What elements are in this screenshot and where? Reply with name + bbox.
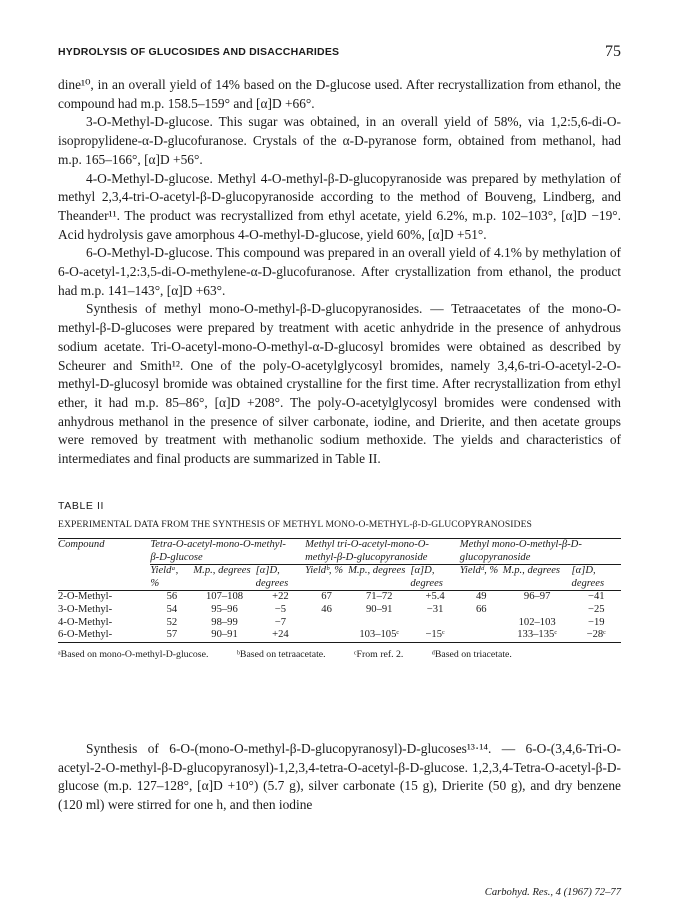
table-cell: −31 <box>426 603 444 615</box>
table-ii <box>58 500 621 661</box>
table-bottom-rule <box>58 642 621 643</box>
table-cell: 90–91 <box>365 603 393 615</box>
table-row <box>58 629 621 642</box>
table-cell: 67 <box>321 591 332 603</box>
column-subheader: Yieldᵃ, % <box>150 565 193 591</box>
table-cell: 54 <box>166 603 178 615</box>
table-cell: 102–103 <box>518 616 556 628</box>
paragraph: dine¹⁰, in an overall yield of 14% based on the D-glucose used. After recrystallization from ethanol, the compound had m.p. 158.5–159° and [α]D +66°. <box>58 77 621 111</box>
paragraph: 4-O-Methyl-D-glucose. Methyl 4-O-methyl-β-D-glucopyranoside was prepared by methylation of methyl 2,3,4-tri-O-acetyl-β-D-glucopyranoside according to the method of Bouveng, Lindberg, and Theander¹¹. The product was recrystallized from ethyl acetate, yield 6.2%, m.p. 102–103°, [α]D −19°. Acid hydrolysis gave amorphous 4-O-methyl-D-glucose, yield 60%, [α]D +51°. <box>58 170 621 242</box>
table-cell: 66 <box>475 603 487 615</box>
running-head <box>58 43 621 62</box>
compound-cell: 2-O-Methyl- <box>58 591 113 603</box>
table-cell <box>305 617 348 630</box>
table-cell: −25 <box>587 603 605 615</box>
table-cell: 52 <box>166 616 178 628</box>
paragraph: 6-O-Methyl-D-glucose. This compound was prepared in an overall yield of 4.1% by methylation of 6-O-acetyl-1,2:3,5-di-O-methylene-α-D-glucofuranose. After crystallization from ethanol, the product had m.p. 141–143°, [α]D +63°. <box>58 245 621 298</box>
footnote: ᵇBased on tetraacetate. <box>236 648 326 660</box>
table-cell <box>348 617 410 630</box>
table-cell: +24 <box>272 629 289 641</box>
table-cell: 95–96 <box>211 603 238 615</box>
paragraph: Synthesis of 6-O-(mono-O-methyl-β-D-glucopyranosyl)-D-glucoses¹³·¹⁴. — 6-O-(3,4,6-Tri-O-acetyl-2-O-methyl-β-D-glucopyranosyl)-1,2,3,4-tetra-O-acetyl-β-D-glucose. 1,2,3,4-Tetra-O-acetyl-β-D-glucose (m.p. 127–128°, [α]D +10°) (5.7 g), silver carbonate (15 g), Drierite (50 g), and dry benzene (120 ml) were stirred for one h, and then iodine <box>58 741 621 813</box>
table-cell: 49 <box>475 591 487 603</box>
table-cell: −5 <box>274 603 287 615</box>
column-subheader: M.p., degrees <box>503 565 572 591</box>
section-text <box>58 740 621 815</box>
table-cell: −28ᶜ <box>586 629 606 641</box>
table-footnotes <box>58 648 621 661</box>
table-cell: +5.4 <box>425 591 445 603</box>
table-row <box>58 604 621 617</box>
table-cell: 71–72 <box>365 591 393 603</box>
table-cell: 107–108 <box>205 591 244 603</box>
column-group-header: Methyl mono-O-methyl-β-D-glucopyranoside <box>459 539 582 563</box>
page-number: 75 <box>605 43 621 60</box>
table-cell: 90–91 <box>211 629 238 641</box>
table-cell: −41 <box>587 591 605 603</box>
table-cell: 133–135ᶜ <box>517 629 558 641</box>
table-cell: 96–97 <box>523 591 551 603</box>
compound-cell: 3-O-Methyl- <box>58 603 113 615</box>
table-cell: −7 <box>274 616 287 628</box>
table-cell <box>305 629 348 642</box>
table-row <box>58 591 621 604</box>
running-head-title: HYDROLYSIS OF GLUCOSIDES AND DISACCHARIDES <box>58 46 340 58</box>
column-header-compound: Compound <box>58 539 105 550</box>
column-subheader: [α]D, degrees <box>410 565 459 591</box>
table-cell: 103–105ᶜ <box>359 629 400 641</box>
table-cell <box>460 617 503 630</box>
table-cell: 56 <box>166 591 178 603</box>
table-row <box>58 617 621 630</box>
table-cell: 98–99 <box>211 616 238 628</box>
column-subheader: M.p., degrees <box>193 565 255 591</box>
column-group-header: Tetra-O-acetyl-mono-O-methyl-β-D-glucose <box>150 539 286 563</box>
table-label: TABLE II <box>58 500 105 512</box>
table-cell: −19 <box>587 616 605 628</box>
table-cell <box>410 617 459 630</box>
table-cell: −15ᶜ <box>425 629 445 641</box>
paragraph: 3-O-Methyl-D-glucose. This sugar was obtained, in an overall yield of 58%, via 1,2:5,6-di-O-isopropylidene-α-D-glucofuranose. Crystals of the α-D-pyranose form, obtained from methanol, had m.p. 165–166°, [α]D +56°. <box>58 114 621 167</box>
data-table <box>58 539 621 590</box>
table-cell <box>503 604 572 617</box>
paragraph: Synthesis of methyl mono-O-methyl-β-D-glucopyranosides. — Tetraacetates of the mono-O-methyl-β-D-glucoses were prepared by treatment with acetic anhydride in the presence of anhydrous sodium acetate. Tri-O-acetyl-mono-O-methyl-α-D-glucosyl bromides were obtained as described by Scheurer and Smith¹². One of the poly-O-acetylglycosyl bromides, namely 3,4,6-tri-O-acetyl-2-O-methyl-D-glucosyl bromide was obtained crystalline for the first time. After recrystallization from ethyl ether, it had m.p. 85–86°, [α]D +208°. The poly-O-acetylglycosyl bromides were condensed with anhydrous methanol in the presence of silver carbonate, iodine, and Drierite, and then acetate groups were removed by treatment with methanolic sodium methoxide. The yields and characteristics of intermediates and final products are summarized in Table II. <box>58 301 621 467</box>
column-subheader: M.p., degrees <box>348 565 410 591</box>
body-text <box>58 76 621 469</box>
table-caption: EXPERIMENTAL DATA FROM THE SYNTHESIS OF METHYL MONO-O-METHYL-β-D-GLUCOPYRANOSIDES <box>58 519 532 530</box>
table-cell: 57 <box>166 629 178 641</box>
compound-cell: 4-O-Methyl- <box>58 616 113 628</box>
subheader-spacer <box>58 565 150 591</box>
compound-cell: 6-O-Methyl- <box>58 629 113 641</box>
column-subheader: [α]D, degrees <box>256 565 305 591</box>
column-subheader: [α]D, degrees <box>572 565 621 591</box>
table-cell <box>460 629 503 642</box>
column-subheader: Yieldᵈ, % <box>460 565 503 591</box>
journal-citation: Carbohyd. Res., 4 (1967) 72–77 <box>484 887 621 898</box>
table-cell: 46 <box>321 603 332 615</box>
footnote: ᵈBased on triacetate. <box>431 648 512 660</box>
footnote: ᵃBased on mono-O-methyl-D-glucose. <box>58 648 209 660</box>
table-cell: +22 <box>272 591 289 603</box>
column-group-header: Methyl tri-O-acetyl-mono-O-methyl-β-D-glucopyranoside <box>305 539 429 563</box>
footnote: ᶜFrom ref. 2. <box>354 648 404 660</box>
data-table-body <box>58 591 621 641</box>
column-subheader: Yieldᵇ, % <box>305 565 348 591</box>
